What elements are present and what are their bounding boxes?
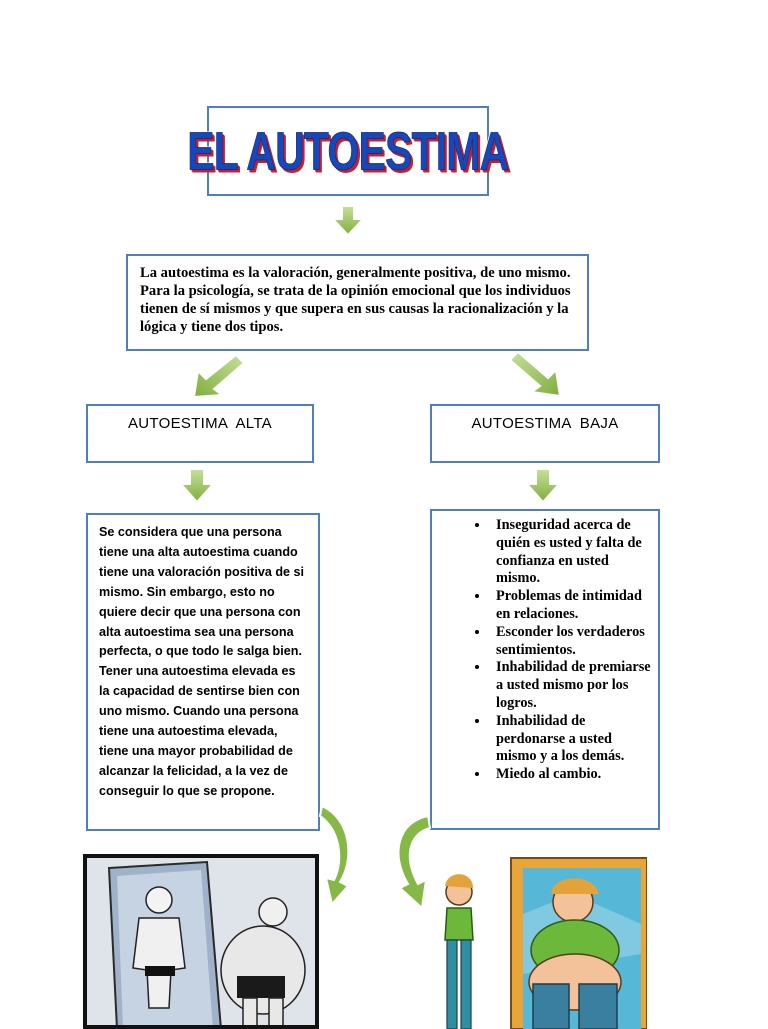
alta-heading: AUTOESTIMA ALTA (127, 415, 272, 432)
definition-text: La autoestima es la valoración, generalmente positiva, de uno mismo. Para la psicología, se trata de la opinión emocional que los individuos tienen de sí mismos y que supera en sus causas la racionalización y la lógica y tiene dos tipos. (140, 265, 571, 335)
alta-description: Se considera que una persona tiene una alta autoestima cuando tiene una valoración positiva de si mismo. Sin embargo, esto no quiere decir que una persona con alta autoestima sea una persona perfecta, o que todo le salga bien. Tener una autoestima elevada es la capacidad de sentirse bien con uno mismo. Cuando una persona tiene una autoestima elevada, tiene una mayor probabilidad de alcanzar la felicidad, a la vez de conseguir lo que se propone. (99, 525, 308, 798)
list-item: • Miedo al cambio. (490, 766, 652, 784)
arrow-down-left-icon (190, 353, 246, 399)
alta-description-box (86, 513, 320, 831)
list-item: • Inhabilidad de perdonarse a usted mismo y a los demás. (490, 713, 652, 766)
list-item: • Inhabilidad de premiarse a usted mismo por los logros. (490, 659, 652, 712)
list-item: • Inseguridad acerca de quién es usted y falta de confianza en usted mismo. (490, 517, 652, 588)
baja-list-box (430, 509, 660, 830)
arrow-down-right-icon (508, 350, 564, 398)
list-item: • Problemas de intimidad en relaciones. (490, 588, 652, 624)
mirror-illustration-right (433, 854, 647, 1029)
baja-heading-box (430, 404, 660, 463)
definition-box (126, 254, 589, 351)
alta-heading-box (86, 404, 314, 463)
mirror-illustration-left (83, 854, 319, 1029)
curved-arrow-icon (386, 812, 432, 912)
baja-list (438, 517, 652, 784)
list-item: • Esconder los verdaderos sentimientos. (490, 624, 652, 660)
baja-heading: AUTOESTIMA BAJA (471, 415, 619, 432)
arrow-down-icon (330, 205, 366, 237)
title-box (187, 106, 509, 196)
arrow-down-icon (525, 468, 561, 504)
page-title: EL AUTOESTIMA (187, 120, 509, 182)
curved-arrow-icon (318, 800, 356, 910)
arrow-down-icon (179, 468, 215, 504)
